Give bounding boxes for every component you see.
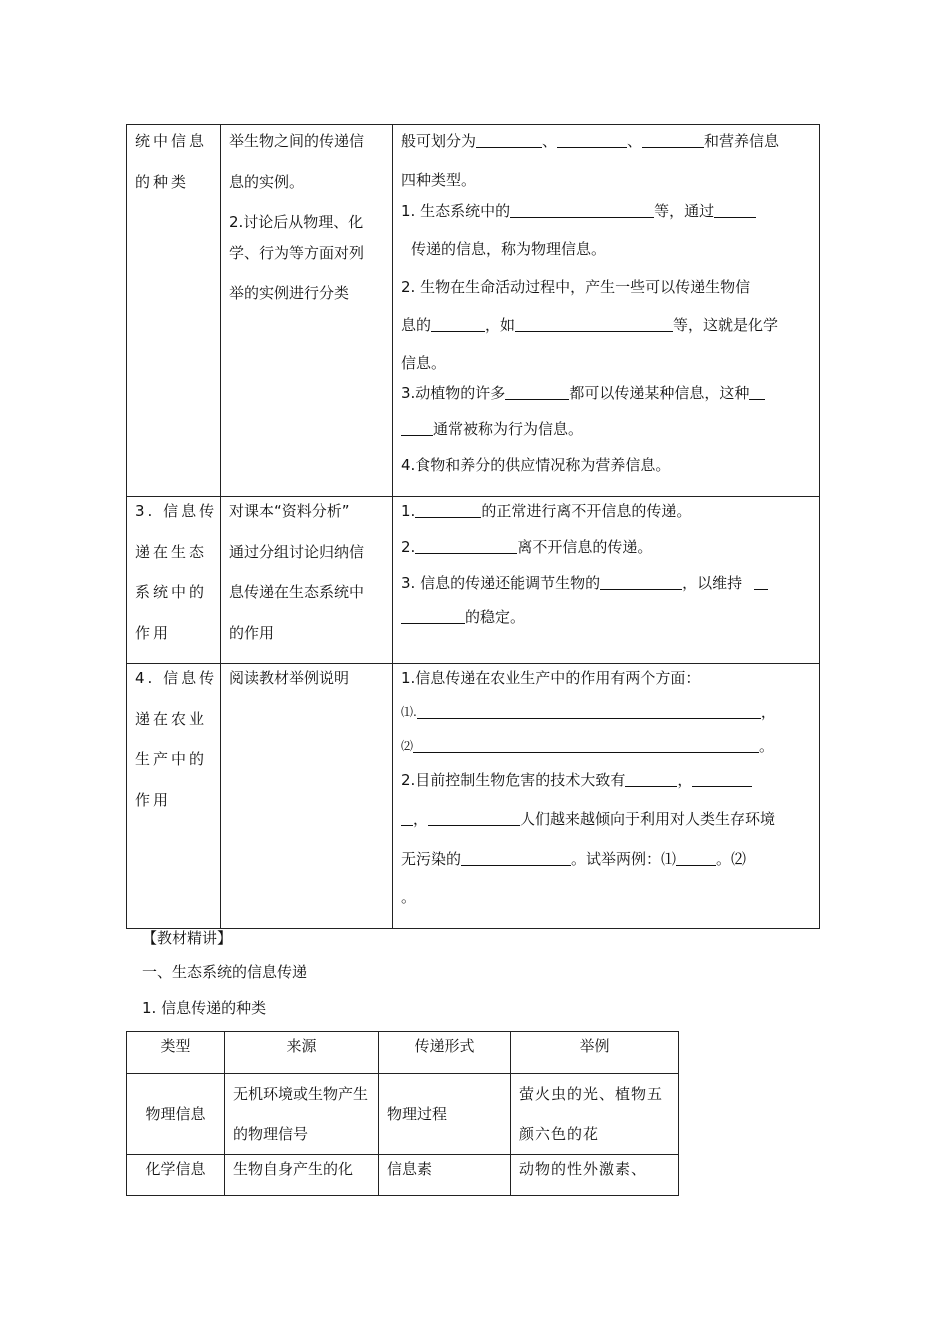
subsection-heading: 1. 信息传递的种类 — [142, 999, 267, 1017]
table-header-row — [127, 1032, 679, 1074]
text-line: 。 — [401, 887, 417, 906]
topic-cell — [127, 664, 221, 929]
column-header: 来源 — [225, 1032, 379, 1074]
table-row — [127, 664, 820, 929]
table-cell: 萤火虫的光、植物五颜六色的花 — [511, 1074, 679, 1155]
text-line: 3.动植物的许多 都可以传递某种信息，这种 — [401, 383, 811, 419]
text-line: 2.目前控制生物危害的技术大致有 ， — [401, 770, 811, 809]
table-row — [127, 497, 820, 664]
blank-line — [510, 201, 654, 218]
text-line: 4.食物和养分的供应情况称为营养信息。 — [401, 456, 671, 474]
blank-line — [401, 809, 413, 826]
content-cell — [393, 497, 820, 664]
text-line: 的种类 — [135, 172, 190, 191]
text-line: ， 人们越来越倾向于利用对人类生存环境 — [401, 809, 811, 849]
column-header: 类型 — [127, 1032, 225, 1074]
blank-line — [515, 315, 673, 332]
table-cell: 生物自身产生的化 — [225, 1155, 379, 1196]
activity-cell — [221, 497, 393, 664]
text-line: ⑵ 。 — [401, 737, 775, 755]
blank-line — [428, 809, 520, 826]
text-line: 的作用 — [229, 623, 275, 642]
text-line: 学、行为等方面对列 — [229, 244, 365, 262]
blank-line — [692, 770, 752, 787]
info-types-table — [126, 1031, 679, 1196]
blank-line — [600, 573, 682, 590]
text-line: 举生物之间的传递信 — [229, 132, 365, 150]
text-line: ⑴. ， — [401, 703, 776, 721]
text-line: 传递的信息，称为物理信息。 — [411, 240, 607, 258]
section-label: 【教材精讲】 — [142, 929, 233, 947]
text-line: 对课本“资料分析” — [229, 502, 350, 520]
blank-line — [505, 383, 569, 400]
blank-line — [415, 537, 517, 554]
text-line: 3. 信息的传递还能调节生物的 ，以维持 — [401, 573, 811, 607]
text-line: 作用 — [135, 623, 172, 642]
blank-line — [676, 849, 716, 866]
text-line: 息传递在生态系统中 — [229, 583, 365, 601]
topic-cell — [127, 125, 221, 497]
blank-line — [714, 201, 756, 218]
topic-cell — [127, 497, 221, 664]
text-line: 1. 生态系统中的 等，通过 — [401, 201, 811, 239]
text-line: 2. 离不开信息的传递。 — [401, 538, 653, 556]
study-table — [126, 124, 820, 929]
text-line: 息的实例。 — [229, 172, 305, 191]
table-cell: 无机环境或生物产生的物理信号 — [225, 1074, 379, 1155]
blank-line — [413, 736, 759, 753]
text-line: 的稳定。 — [401, 607, 811, 643]
text-line: 2.讨论后从物理、化 — [229, 213, 364, 231]
text-line: 作用 — [135, 790, 172, 809]
text-line: 无污染的 。试举两例：⑴ 。⑵ — [401, 849, 747, 868]
blank-line — [461, 849, 571, 866]
text-line: 2. 生物在生命活动过程中，产生一些可以传递生物信 — [401, 278, 751, 296]
text-line: 递在农业 — [135, 709, 208, 728]
text-line: 四种类型。 — [401, 171, 477, 189]
content-cell — [393, 664, 820, 929]
activity-cell — [221, 664, 393, 929]
table-cell: 物理过程 — [379, 1074, 511, 1155]
blank-line — [625, 770, 677, 787]
text-line: 生产中的 — [135, 750, 208, 768]
blank-line — [401, 607, 465, 624]
table-row — [127, 125, 820, 497]
blank-line — [642, 131, 704, 148]
content-cell — [393, 125, 820, 497]
text-line: 通过分组讨论归纳信 — [229, 542, 365, 561]
blank-line — [417, 702, 761, 719]
table-row — [127, 1074, 679, 1155]
blank-line — [401, 419, 433, 436]
text-line: 递在生态 — [135, 542, 208, 561]
text-line: 1. 的正常进行离不开信息的传递。 — [401, 502, 692, 520]
text-line: 1.信息传递在农业生产中的作用有两个方面： — [401, 669, 701, 687]
column-header: 传递形式 — [379, 1032, 511, 1074]
table-cell: 信息素 — [379, 1155, 511, 1196]
table-row — [127, 1155, 679, 1196]
text-line: 般可划分为 、 、 和营养信息 — [401, 132, 780, 150]
blank-line — [754, 573, 768, 590]
column-header: 举例 — [511, 1032, 679, 1074]
text-line: 统中信息 — [135, 132, 208, 150]
blank-line — [557, 131, 627, 148]
blank-line — [476, 131, 542, 148]
table-cell: 化学信息 — [127, 1155, 225, 1196]
table-cell: 动物的性外激素、 — [511, 1155, 679, 1196]
text-line: 4. 信息传 — [135, 669, 218, 687]
blank-line — [431, 315, 485, 332]
text-line: 3. 信息传 — [135, 502, 218, 520]
activity-cell — [221, 125, 393, 497]
text-line: 系统中的 — [135, 583, 208, 601]
blank-line — [415, 501, 481, 518]
blank-line — [749, 383, 765, 400]
table-cell: 物理信息 — [127, 1074, 225, 1155]
text-line: 通常被称为行为信息。 — [401, 419, 811, 455]
text-line: 信息。 — [401, 354, 447, 372]
text-line: 阅读教材举例说明 — [229, 669, 350, 687]
text-line: 举的实例进行分类 — [229, 284, 350, 302]
text-line: 息的 ，如 等，这就是化学 — [401, 316, 779, 334]
section-heading: 一、生态系统的信息传递 — [142, 963, 308, 981]
